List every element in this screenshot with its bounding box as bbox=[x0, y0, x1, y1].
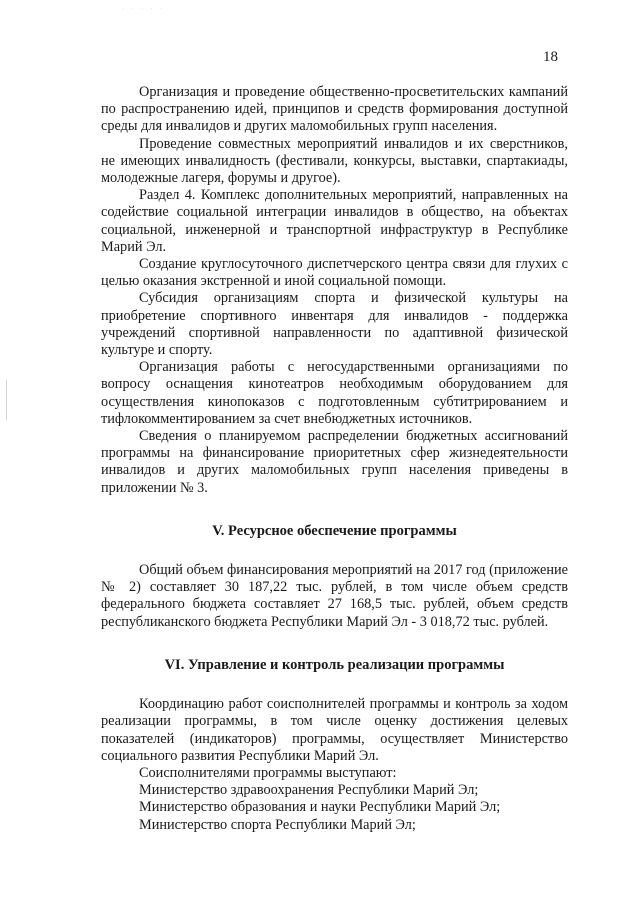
spacer bbox=[101, 540, 568, 562]
paragraph-section-4: Раздел 4. Комплекс дополнительных мероприятий, направленных на содействие социальной интеграции инвалидов в общество, на объектах социальной, инженерной и транспортной инфраструктур в Республике Марий Эл. bbox=[101, 187, 568, 255]
list-item-ministry-health: Министерство здравоохранения Республики Марий Эл; bbox=[139, 782, 479, 799]
paragraph-awareness-campaigns: Организация и проведение общественно-просветительских кампаний по распространению идей, принципов и средств формирования доступной среды для инвалидов и других маломобильных групп населения. bbox=[101, 84, 568, 135]
document-body bbox=[101, 84, 568, 834]
paragraph-cinema-equipment: Организация работы с негосударственными организациями по вопросу оснащения кинотеатров необходимым оборудованием для осуществления кинопоказов с подготовленным субтитрированием и тифлокомментированием за счет внебюджетных источников. bbox=[101, 359, 568, 427]
paragraph-budget-allocation: Сведения о планируемом распределении бюджетных ассигнований программы на финансирование приоритетных сфер жизнедеятельности инвалидов и других маломобильных групп населения приведены в приложении № 3. bbox=[101, 428, 568, 496]
spacer bbox=[101, 497, 568, 523]
paragraph-coordination: Координацию работ соисполнителей программы и контроль за ходом реализации программы, в том числе оценку достижения целевых показателей (индикаторов) программы, осуществляет Министерство социального развития Республики Марий Эл. bbox=[101, 696, 568, 764]
section-heading-management: VI. Управление и контроль реализации программы bbox=[164, 656, 505, 673]
paragraph-funding-volume: Общий объем финансирования мероприятий на 2017 год (приложение № 2) составляет 30 187,22 тыс. рублей, в том числе объем средств федерального бюджета составляет 27 168,5 тыс. рублей, объем средств республиканского бюджета Республики Марий Эл - 3 018,72 тыс. рублей. bbox=[101, 562, 568, 630]
section-heading-resources: V. Ресурсное обеспечение программы bbox=[212, 522, 457, 539]
paragraph-sport-subsidy: Субсидия организациям спорта и физической культуры на приобретение спортивного инвентаря для инвалидов - поддержка учреждений спортивной направленности по адаптивной физической культуре и спорту. bbox=[101, 290, 568, 359]
paragraph-joint-events: Проведение совместных мероприятий инвалидов и их сверстников, не имеющих инвалидность (фестивали, конкурсы, выставки, спартакиады, молодежные лагеря, форумы и другое). bbox=[101, 135, 568, 187]
paragraph-co-executors-intro: Соисполнителями программы выступают: bbox=[139, 764, 397, 781]
scan-artifact-dots: · · · · · bbox=[122, 6, 165, 12]
list-item-ministry-education: Министерство образования и науки Республики Марий Эл; bbox=[139, 799, 501, 816]
scan-margin-mark bbox=[6, 380, 7, 420]
spacer bbox=[101, 631, 568, 657]
page-number: 18 bbox=[543, 49, 558, 65]
paragraph-dispatch-center: Создание круглосуточного диспетчерского центра связи для глухих с целью оказания экстренной и иной социальной помощи. bbox=[101, 256, 568, 290]
list-item-ministry-sport: Министерство спорта Республики Марий Эл; bbox=[139, 816, 416, 833]
spacer bbox=[101, 674, 568, 696]
